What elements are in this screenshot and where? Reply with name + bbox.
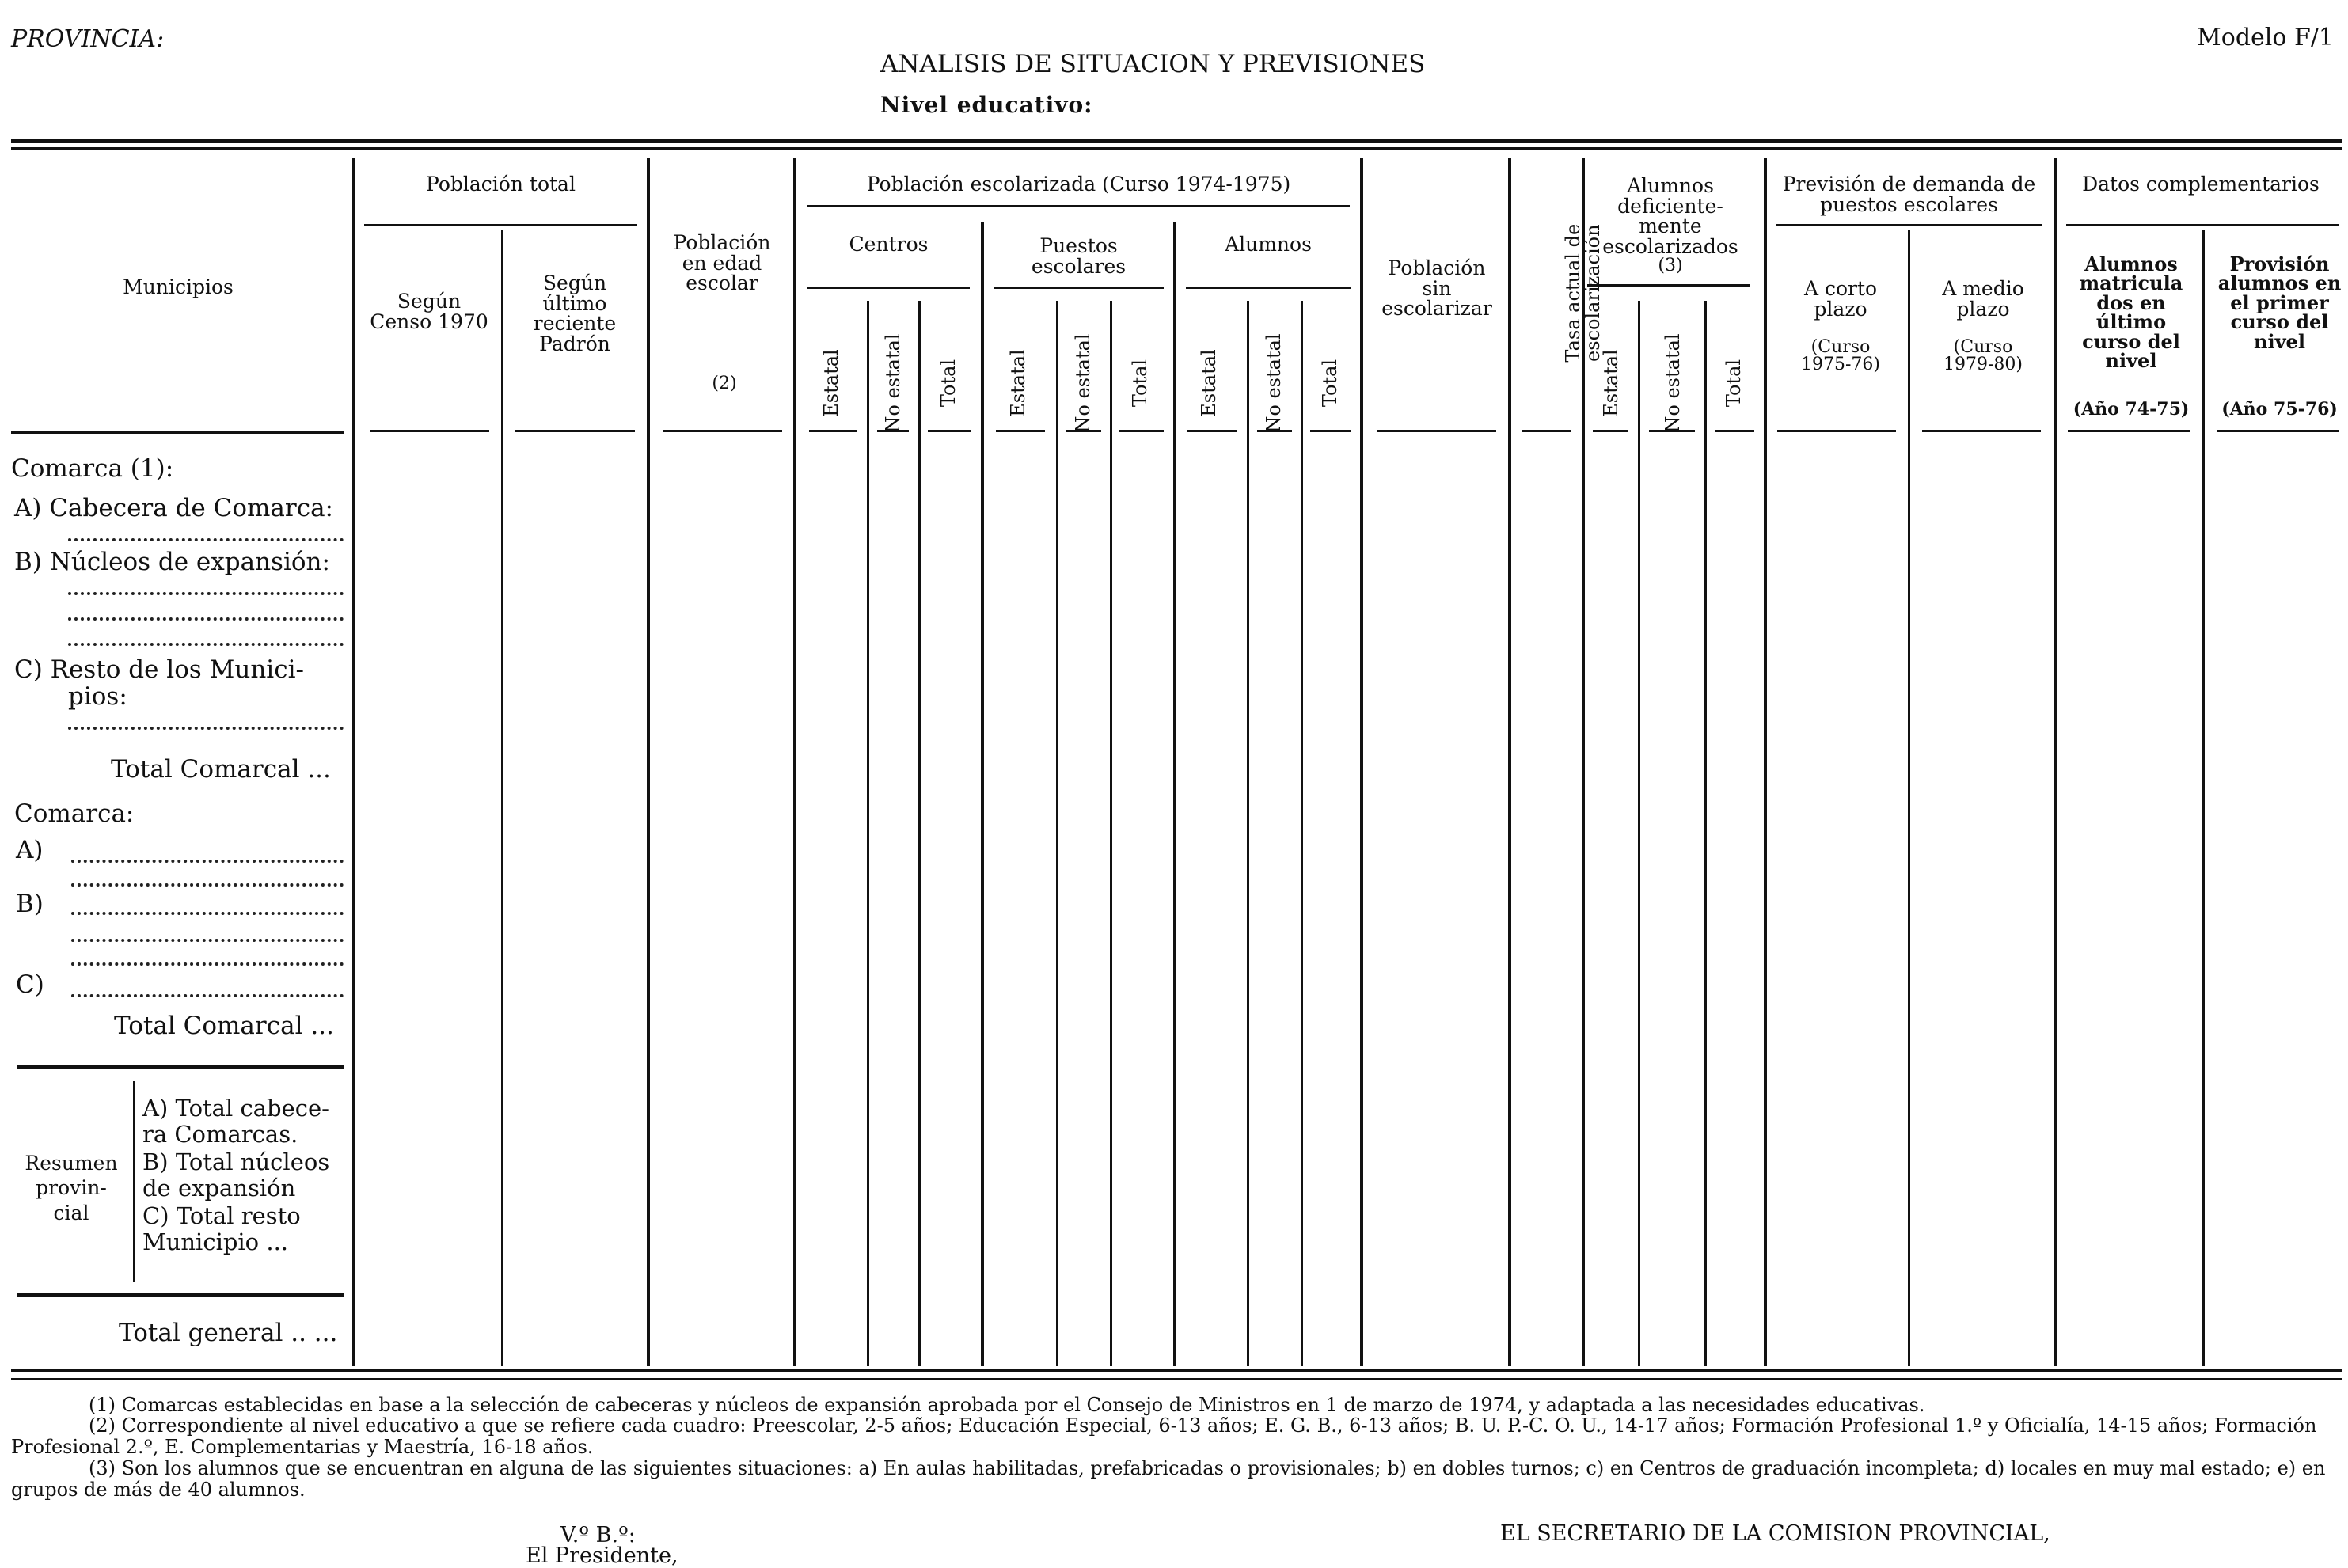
group-underline [364,224,637,226]
col-puestos: Puestos escolares [1031,234,1127,278]
puestos-no-estatal: No estatal [1072,333,1094,433]
row-resumen-a: A) Total cabece- ra Comarcas. [142,1095,329,1148]
col-poblacion-total: Población total [426,173,576,196]
col-rule [1247,301,1249,1366]
footnote-2: (2) Correspondiente al nivel educativo a que se refiere cada cuadro: Preescolar, 2-5 años; Educación Especial, 6-13 años; E. G. B., 6-13 años; B. U. P.-C. O. U., 14-17 años; Formación Profesional 1.º y Oficialía, 14-15 años; Formación Profesional 2.º, E. Complementarias y Maestría, 16-18 años. [11,1414,2317,1458]
page-subtitle: Nivel educativo: [880,92,1093,118]
row-total-comarcal: Total Comarcal ... [111,755,331,784]
col-escolarizada: Población escolarizada (Curso 1974-1975) [866,173,1291,196]
centros-estatal: Estatal [820,349,842,417]
col-rule [1764,158,1767,1366]
col-centros: Centros [849,233,929,256]
alumnos-no-estatal: No estatal [1263,333,1285,433]
col-rule [647,158,650,1366]
col-rule [981,222,984,1366]
resumen-bottom-rule [17,1293,344,1297]
dotted-line [68,643,344,646]
page-title: ANALISIS DE SITUACION Y PREVISIONES [880,50,1426,78]
col-segun-padron: Según último reciente Padrón [533,271,617,355]
top-rule [11,139,2342,143]
footnote-3: (3) Son los alumnos que se encuentran en alguna de las siguientes situaciones: a) En aulas habilitadas, prefabricadas o provisionales; b) en dobles turnos; c) en Centros de graduación incompleta; d) locales en muy mal estado; e) en grupos de más de 40 alumnos. [11,1457,2326,1501]
col-prevision: Previsión de demanda de puestos escolares [1782,173,2036,216]
col-rule [1638,301,1640,1366]
col-poblacion-edad-note: (2) [712,374,737,393]
col-medio-curso: (Curso 1979-80) [1943,337,2023,375]
dotted-line [71,994,344,997]
header-tick [370,430,489,432]
header-tick [663,430,782,432]
row-c: C) [16,970,44,999]
dotted-line [68,617,344,621]
centros-no-estatal: No estatal [882,333,904,433]
row-comarca-1: Comarca (1): [11,454,174,483]
col-rule [501,230,503,1366]
col-rule [2202,230,2205,1366]
dotted-line [71,962,344,966]
row-resumen-b: B) Total núcleos de expansión [142,1148,330,1202]
header-tick [1922,430,2041,432]
col-deficientes-note: (3) [1658,256,1683,275]
col-datos-complementarios: Datos complementarios [2082,173,2320,196]
province-label: PROVINCIA: [11,25,165,53]
header-tick [2217,430,2339,432]
col-alumnos-matriculados: Alumnos matricula dos en último curso del nivel [2079,252,2183,373]
col-rule [918,301,921,1366]
dotted-line [68,727,344,730]
col-alumnos: Alumnos [1225,233,1312,256]
col-rule [1110,301,1112,1366]
col-rule [1508,158,1511,1366]
puestos-estatal: Estatal [1007,349,1029,417]
row-total-comarcal-2: Total Comarcal ... [114,1012,334,1040]
signature-secretary: EL SECRETARIO DE LA COMISION PROVINCIAL, [1500,1521,2050,1546]
group-underline [807,287,970,289]
col-rule [867,301,869,1366]
footnote-1: (1) Comarcas establecidas en base a la selección de cabeceras y núcleos de expansión aprobada por el Consejo de Ministros en 1 de marzo de 1974, y adaptada a las necesidades educativas. [89,1394,1925,1416]
col-rule [793,158,796,1366]
top-rule-2 [11,147,2342,150]
group-underline [1186,287,1351,289]
col-rule [1056,301,1058,1366]
alumnos-total: Total [1319,359,1341,408]
row-a: A) [16,836,44,864]
col-rule [1360,158,1363,1366]
row-c-resto-2: pios: [68,682,127,711]
signature-president: El Presidente, [526,1543,678,1568]
dotted-line [71,912,344,915]
puestos-total: Total [1129,359,1151,408]
header-tick [1310,430,1351,432]
row-resumen: Resumen provin- cial [25,1152,118,1224]
group-underline [807,205,1350,207]
col-provision-alumnos-year: (Año 75-76) [2221,399,2338,420]
header-tick [1522,430,1571,432]
header-tick [1119,430,1164,432]
col-corto-plazo: A corto plazo [1803,277,1878,321]
col-poblacion-edad: Población en edad escolar [673,231,771,294]
col-rule [2054,158,2057,1366]
group-underline [2066,224,2339,226]
signature-vb: V.º B.º: [560,1523,636,1547]
col-municipios: Municipios [123,275,234,298]
row-a-cabecera: A) Cabecera de Comarca: [14,494,333,522]
resumen-top-rule [17,1065,344,1069]
bottom-rule [11,1369,2342,1372]
dotted-line [71,883,344,887]
dotted-line [68,538,344,541]
col-medio-plazo: A medio plazo [1942,277,2024,321]
col-tasa-text: Tasa actual de escolarización [1561,223,1604,363]
deficientes-estatal: Estatal [1600,349,1622,417]
row-total-general: Total general .. ... [119,1319,338,1347]
row-comarca-2: Comarca: [14,799,135,828]
header-tick [1715,430,1754,432]
col-rule [1908,230,1910,1366]
model-label: Modelo F/1 [2197,24,2334,51]
group-underline [1587,284,1750,287]
col-provision-alumnos: Provisión alumnos en el primer curso del nivel [2217,252,2342,353]
group-underline [994,287,1164,289]
col-alumnos-matriculados-year: (Año 74-75) [2073,399,2190,420]
col-corto-curso: (Curso 1975-76) [1801,337,1880,375]
col-deficientes: Alumnos deficiente-mente escolarizados [1602,174,1738,258]
deficientes-no-estatal: No estatal [1662,333,1684,433]
row-b-nucleos: B) Núcleos de expansión: [14,548,330,576]
col-rule [1173,222,1176,1366]
row-resumen-c: C) Total resto Municipio ... [142,1202,301,1256]
header-tick [515,430,635,432]
resumen-divider [133,1081,135,1282]
bottom-rule-2 [11,1378,2342,1380]
dotted-line [71,860,344,863]
group-underline [1776,224,2042,226]
centros-total: Total [937,359,959,408]
col-sin-escolarizar: Población sin escolarizar [1381,256,1492,320]
header-tick [928,430,971,432]
row-c-resto: C) Resto de los Munici- [14,655,304,684]
row-b: B) [16,890,44,918]
deficientes-total: Total [1723,359,1745,408]
header-bottom-rule [11,431,344,434]
header-tick [1377,430,1496,432]
dotted-line [68,592,344,595]
col-rule [1704,301,1707,1366]
header-tick [1777,430,1896,432]
col-rule [1301,301,1303,1366]
alumnos-estatal: Estatal [1198,349,1220,417]
col-segun-censo: Según Censo 1970 [370,290,488,333]
dotted-line [71,939,344,942]
header-tick [2068,430,2190,432]
